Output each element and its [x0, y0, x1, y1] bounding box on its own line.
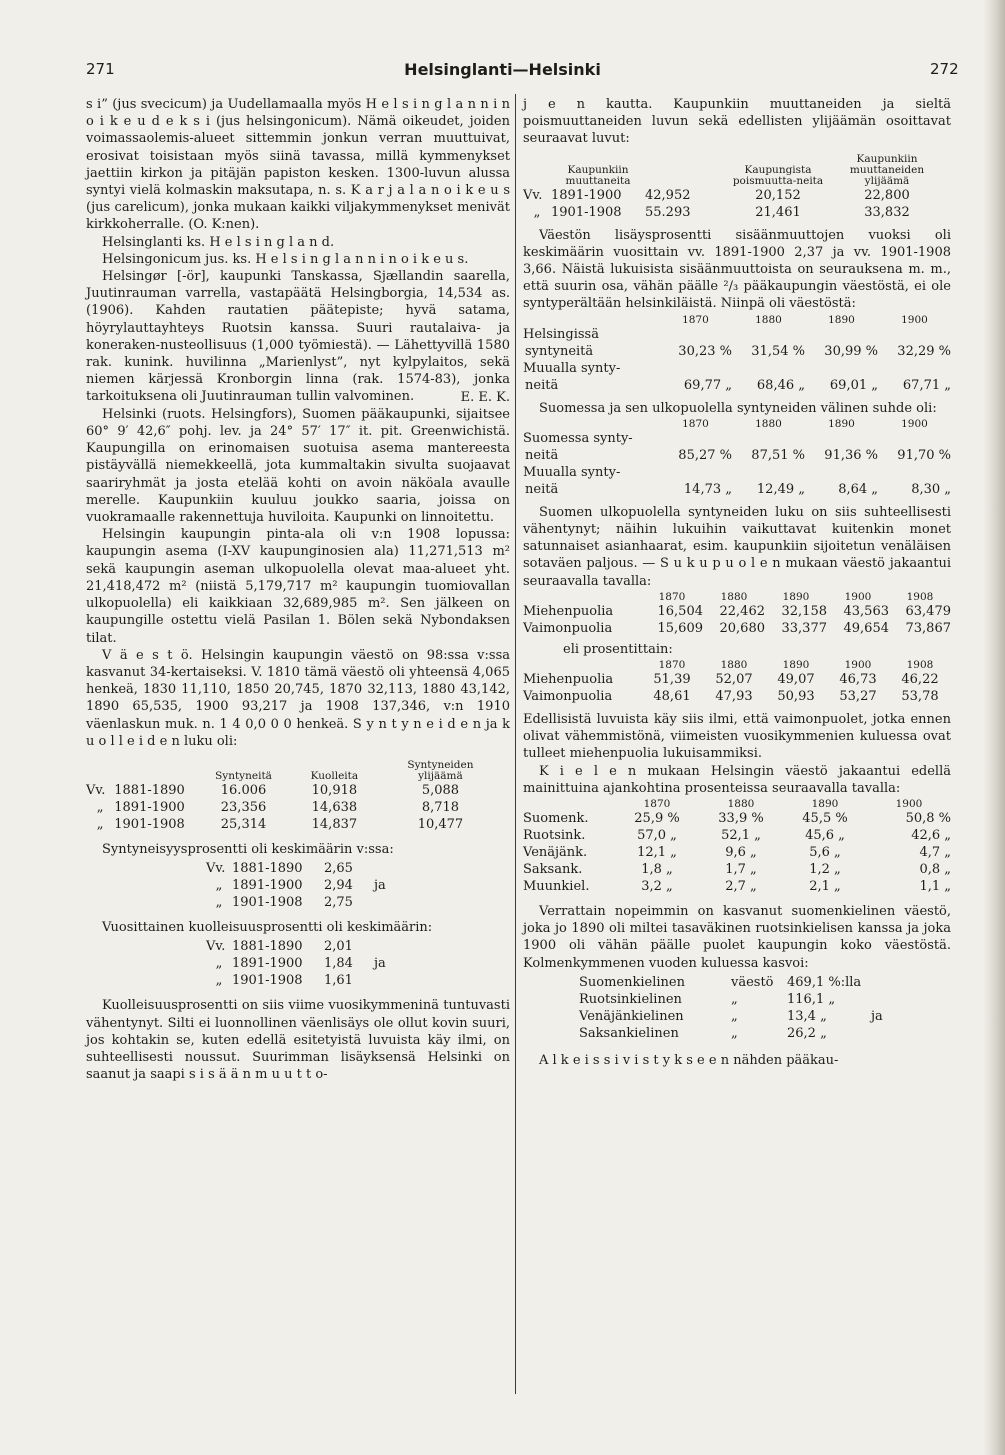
- table-header: 1880: [720, 590, 748, 603]
- list-item: Saksankielinen „ 26,2 „: [579, 1025, 827, 1041]
- table-row: „ 1901-1908 25,314 14,837 10,477: [96, 816, 464, 832]
- table-header: 1870: [643, 798, 671, 811]
- right-column: [523, 96, 951, 1069]
- table-header: Syntyneiden ylijäämä: [407, 758, 474, 782]
- table-row: Venäjänk. 12,1 „ 9,6 „ 5,6 „ 4,7 „: [523, 845, 951, 861]
- table-header: 1900: [895, 798, 923, 811]
- table-row: syntyneitä 30,23 % 31,54 % 30,99 % 32,29 %: [525, 343, 951, 359]
- paragraph: Helsingin kaupungin pinta-ala oli v:n 1908 lopussa: kaupungin asema (I-XV kaupunginosien ala) 11,271,513 m² sekä kaupungin aseman ulkopuolella olevat maa-alueet yht. 21,418,472 m² (niistä 5,179,717 m² kaupungin tuomiovallan ulkopuolella) eli kaikkiaan 32,689,985 m². Sen jälkeen on kaupungille ostettu vielä Pasilan 1. Bölen sekä Nybondaksen tilat.: [86, 527, 510, 646]
- left-column: [86, 96, 510, 1083]
- table-header: 1890: [828, 417, 855, 430]
- table-header: 1870: [658, 590, 686, 603]
- signature: E. E. K.: [460, 389, 510, 405]
- table-header: 1870: [682, 313, 709, 326]
- births-deaths-table: [86, 760, 496, 833]
- finland-born-table: [523, 419, 951, 498]
- table-row: Miehenpuolia 16,504 22,462 32,158 43,563 63,479: [523, 603, 951, 619]
- table-header: 1890: [782, 590, 810, 603]
- table-header: Kaupungista poismuutta-neita: [732, 163, 824, 187]
- paragraph: Edellisistä luvuista käy siis ilmi, että vaimonpuolet, jotka ennen olivat vähemmistönä, viimeisten vuosikymmenien kuluessa ovat tulleet miehenpuolia lukuisammiksi.: [523, 712, 951, 762]
- table-row: Miehenpuolia 51,39 52,07 49,07 46,73 46,22: [523, 672, 939, 688]
- death-rate-list: [206, 938, 386, 989]
- table-row: neitä 85,27 % 87,51 % 91,36 % 91,70 %: [525, 447, 951, 463]
- table-header: 1880: [727, 798, 755, 811]
- sex-percent-table: [523, 660, 951, 705]
- paragraph: j e n kautta. Kaupunkiin muuttaneiden ja sieltä poismuuttaneiden luvun sekä edellisten ylijäämän osoittavat seuraavat luvut:: [523, 97, 951, 147]
- list-item: „ 1901-1908 1,61: [215, 973, 353, 989]
- table-header: 1890: [811, 798, 839, 811]
- table-row: Vv. 1891-1900 42,952 20,152 22,800: [523, 187, 910, 203]
- table-header: 1908: [906, 590, 934, 603]
- paragraph: Helsinki (ruots. Helsingfors), Suomen pääkaupunki, sijaitsee 60° 9′ 42,6″ pohj. lev. ja 24° 57′ 17″ it. pit. Greenwichistä. Kaupungilla on erinomaisen suotuisa asema mantereesta pistäyvällä niemekkeellä, jota kummaltakin sivulta suojaavat saariryhmät ja josta etelää kohti on avoin näköala avaulle merelle. Kaupunkiin kuuluu joukko saaria, joissa on vuokramaalle rakennettuja huviloita. Kaupunki on linnoitettu.: [86, 406, 510, 526]
- table-row: Saksank. 1,8 „ 1,7 „ 1,2 „ 0,8 „: [523, 862, 951, 878]
- paragraph: Helsinglanti ks. H e l s i n g l a n d.: [102, 234, 335, 250]
- language-growth-list: [579, 974, 883, 1042]
- page-title: Helsinglanti—Helsinki: [404, 60, 601, 79]
- paragraph: Helsingør [-ör], kaupunki Tanskassa, Sjællandin saarella, Juutinrauman varrella, vastapäätä Helsingborgia, 14,534 as. (1906). Kahden rautatien päätepiste; hyvä satama, höyrylauttayhteys Ruotsin kanssa. Suuri rautalaiva- ja koneraken-nusteollisuus (1,000 työmiestä). — Lähettyvillä 1580 rak. kunink. huvilinna „Marienlyst”, nyt kylpylaitos, sekä niemen kärjessä Kronborgin linna (rak. 1574-83), jonka tarkoituksena oli Juutinrauman tullin valvominen.: [86, 269, 510, 405]
- list-item: „ 1891-1900 1,84 ja: [215, 956, 386, 972]
- table-row: Ruotsink. 57,0 „ 52,1 „ 45,6 „ 42,6 „: [523, 828, 951, 844]
- table-header: 1900: [901, 313, 928, 326]
- migration-table: [523, 154, 943, 221]
- right-page-number: 272: [930, 60, 959, 78]
- list-item: Ruotsinkielinen „ 116,1 „: [579, 991, 836, 1007]
- table-row: Vaimonpuolia 48,61 47,93 50,93 53,27 53,78: [523, 689, 939, 705]
- table-header: Kaupunkiin muuttaneiden ylijäämä: [849, 152, 925, 187]
- row-label: Suomessa synty-: [523, 430, 633, 446]
- list-item: Vv. 1881-1890 2,65: [206, 861, 353, 877]
- language-table: [523, 799, 951, 895]
- paragraph: Helsingonicum jus. ks. H e l s i n g l a n n i n o i k e u s.: [102, 251, 469, 267]
- birthplace-table: [523, 315, 951, 394]
- paragraph: A l k e i s s i v i s t y k s e e n nähden pääkau-: [539, 1052, 839, 1068]
- column-separator: [515, 94, 516, 1394]
- table-header: 1870: [682, 417, 709, 430]
- table-header: 1870: [658, 659, 686, 672]
- paragraph: Vuosittainen kuolleisuusprosentti oli keskimäärin:: [102, 920, 433, 936]
- row-label: Muualla synty-: [523, 360, 621, 376]
- table-row: Suomenk. 25,9 % 33,9 % 45,5 % 50,8 %: [523, 811, 951, 827]
- list-item: „ 1891-1900 2,94 ja: [215, 878, 386, 894]
- paragraph: Suomen ulkopuolella syntyneiden luku on siis suhteellisesti vähentynyt; näihin lukuihin vaikuttavat kuitenkin monet satunnaiset asianhaarat, esim. kaupunkiin sijoitetun venäläisen sotaväen paljous. — S u k u p u o l e n mukaan väestö jakaantui seuraavalla tavalla:: [523, 504, 951, 589]
- paragraph: Syntyneisyysprosentti oli keskimäärin v:ssa:: [102, 841, 394, 857]
- paragraph: s i” (jus svecicum) ja Uudellamaalla myös H e l s i n g l a n n i n o i k e u d e k s i (jus helsingonicum). Nämä oikeudet, joiden voimassaolemis-alueet sittemmin jonkun verran muuttuivat, erosivat toisistaan myös siinä tavassa, millä kymmenykset jaettiin kirkon ja pitäjän papiston kesken. 1300-luvun alussa syntyi vielä kolmaskin maksutapa, n. s. K a r j a l a n o i k e u s (jus carelicum), jonka mukaan kaikki viljakymmenykset menivät kirkkoherralle. (O. K:nen).: [86, 97, 510, 233]
- table-row: neitä 14,73 „ 12,49 „ 8,64 „ 8,30 „: [525, 481, 951, 497]
- table-row: Vv. 1881-1890 16.006 10,918 5,088: [86, 782, 460, 798]
- paragraph: Väestön lisäysprosentti sisäänmuuttojen vuoksi oli keskimäärin vuosittain vv. 1891-1900 2,37 ja vv. 1901-1908 3,66. Näistä lukuisista sisäänmuuttoista on seurauksena m. m., että suurin osa, vähän päälle ²/₃ pääkaupungin väestöstä, ei ole syntyperältään helsinkiläistä. Niinpä oli väestöstä:: [523, 227, 951, 312]
- paragraph: Verrattain nopeimmin on kasvanut suomenkielinen väestö, joka jo 1890 oli miltei tasaväkinen ruotsinkielisen kanssa ja joka 1900 oli vähän päälle puolet kaupungin koko väestöstä. Kolmenkymmenen vuoden kuluessa kasvoi:: [523, 904, 951, 971]
- table-row: neitä 69,77 „ 68,46 „ 69,01 „ 67,71 „: [525, 377, 951, 393]
- table-header: 1908: [906, 659, 934, 672]
- table-row: Vaimonpuolia 15,609 20,680 33,377 49,654 73,867: [523, 620, 951, 636]
- list-item: Venäjänkielinen „ 13,4 „ ja: [579, 1008, 883, 1024]
- table-header: 1900: [901, 417, 928, 430]
- birth-rate-list: [206, 860, 386, 911]
- row-label: Muualla synty-: [523, 464, 621, 480]
- table-header: 1900: [844, 659, 872, 672]
- row-label: Helsingissä: [523, 326, 599, 342]
- paragraph: Kuolleisuusprosentti on siis viime vuosikymmeninä tuntuvasti vähentynyt. Silti ei luonnollinen väenlisäys ole ollut kovin suuri, jos kohtakin se, kuten edellä esitetyistä luvuista käy ilmi, on suhteellisesti noussut. Suurimman lisäyksensä Helsinki on saanut ja saapi s i s ä ä n m u u t t o-: [86, 998, 510, 1083]
- table-header: 1880: [755, 313, 782, 326]
- list-item: Suomenkielinen väestö 469,1 %:lla: [579, 974, 862, 990]
- table-row: „ 1891-1900 23,356 14,638 8,718: [96, 799, 460, 815]
- table-row: Muunkiel. 3,2 „ 2,7 „ 2,1 „ 1,1 „: [523, 879, 951, 895]
- paragraph: Suomessa ja sen ulkopuolella syntyneiden välinen suhde oli:: [539, 400, 937, 416]
- list-item: „ 1901-1908 2,75: [215, 895, 353, 911]
- table-header: 1890: [782, 659, 810, 672]
- table-header: 1880: [720, 659, 748, 672]
- list-item: Vv. 1881-1890 2,01: [206, 939, 353, 955]
- sex-count-table: [523, 592, 951, 637]
- table-header: 1890: [828, 313, 855, 326]
- paragraph: V ä e s t ö. Helsingin kaupungin väestö on 98:ssa v:ssa kasvanut 34-kertaiseksi. V. 1810 tämä väestö oli yhteensä 4,065 henkeä, 1830 11,110, 1850 20,745, 1870 32,113, 1880 43,142, 1890 65,535, 1900 93,217 ja 1908 137,346, v:n 1910 väenlaskun muk. n. 1 4 0,0 0 0 henkeä. S y n t y n e i d e n ja k u o l l e i d e n luku oli:: [86, 647, 510, 749]
- left-page-number: 271: [86, 60, 115, 78]
- paragraph: K i e l e n mukaan Helsingin väestö jakaantui edellä mainittuina ajankohtina prosenteissa seuraavalla tavalla:: [523, 763, 951, 796]
- paragraph: eli prosentittain:: [563, 641, 673, 657]
- table-row: „ 1901-1908 55.293 21,461 33,832: [533, 204, 910, 220]
- table-header: 1900: [844, 590, 872, 603]
- page-edge-shadow: [983, 0, 1005, 1455]
- table-header: Kuolleita: [310, 769, 359, 782]
- table-header: Syntyneitä: [215, 769, 272, 782]
- table-header: 1880: [755, 417, 782, 430]
- table-header: Kaupunkiin muuttaneita: [565, 163, 631, 187]
